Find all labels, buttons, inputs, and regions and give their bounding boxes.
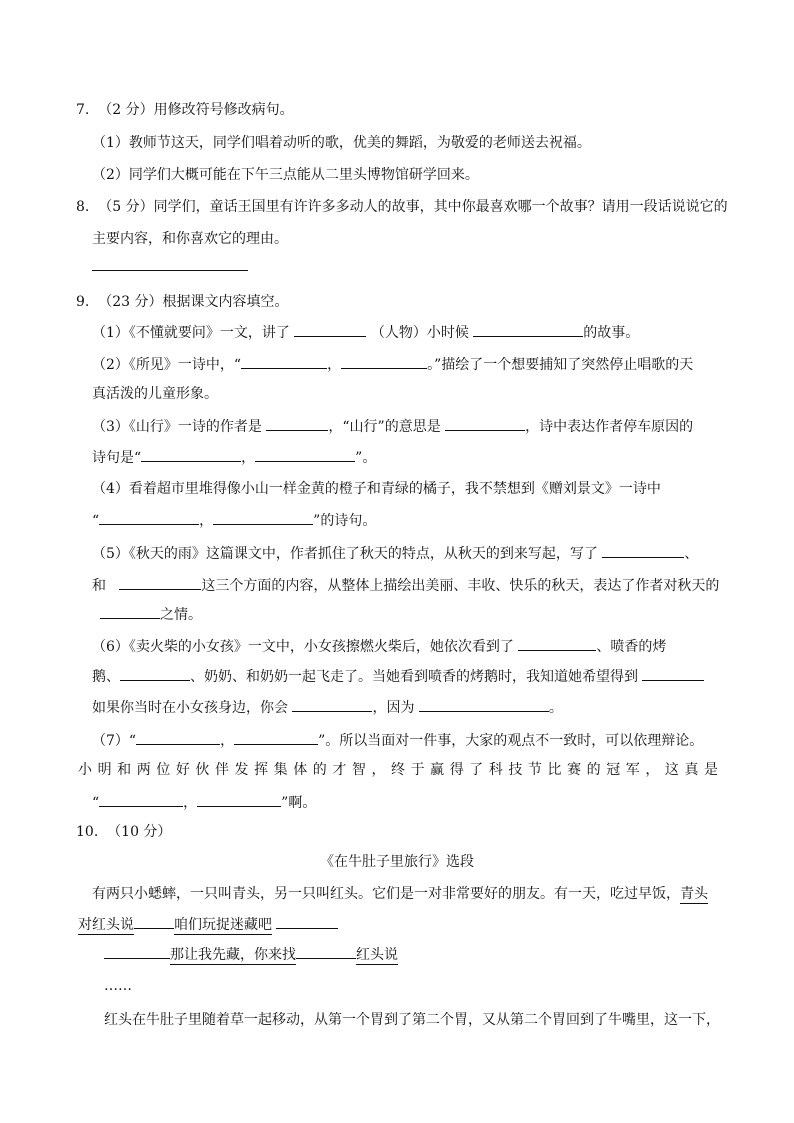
q9-item-6-line2: 鹅、 、奶奶、和奶奶一起飞走了。当她看到喷香的烤鹅时，我知道她希望得到 xyxy=(92,666,704,687)
q7-sentence-1: （1）教师节这天，同学们唱着动听的歌，优美的舞蹈，为敬爱的老师送去祝福。 xyxy=(92,135,591,151)
q9-7-line2-char: 节 xyxy=(527,762,542,778)
q9-7-line2-char: 好 xyxy=(175,762,190,778)
q9-7-line2-char: 比 xyxy=(547,762,562,778)
q9-item-4-line2: “ ， ”的诗句。 xyxy=(92,510,376,531)
q9-item-3-line2: 诗句是“ ， ”。 xyxy=(92,447,376,468)
q10-header xyxy=(76,822,171,842)
q9-5-blank-b[interactable] xyxy=(119,575,201,590)
q9-item-3: （3）《山行》一诗的作者是 ，“山行”的意思是 ，诗中表达作者停车原因的 xyxy=(92,416,693,437)
q8-answer-line[interactable] xyxy=(92,258,248,271)
q9-6-blank-a[interactable] xyxy=(518,636,596,651)
q9-7-line2-char: 赛 xyxy=(567,762,582,778)
q7-score: （2 分） xyxy=(98,102,154,118)
q10-punct-blank-1[interactable] xyxy=(134,914,174,929)
q9-number: 9. xyxy=(76,294,90,310)
q9-6-blank-c[interactable] xyxy=(642,666,704,681)
q9-7-line2-char: 挥 xyxy=(254,762,269,778)
q7-prompt: 用修改符号修改病句。 xyxy=(153,102,294,118)
q9-6-blank-d[interactable] xyxy=(292,697,372,712)
q9-7-line2-char: 了 xyxy=(469,762,484,778)
q7-number: 7. xyxy=(76,102,90,118)
q8-header xyxy=(76,197,728,217)
q10-underlined-qingtou: 青头 xyxy=(680,886,708,902)
q9-7-line2-char: 小 xyxy=(78,762,92,778)
q10-line3: 那让我先藏，你来找 红头说 xyxy=(104,944,398,965)
q9-3-blank-verse-a[interactable] xyxy=(141,447,241,462)
q9-6-blank-b[interactable] xyxy=(120,666,190,681)
q10-punct-blank-2[interactable] xyxy=(276,914,338,929)
q9-7-line2-char: 智 xyxy=(351,762,366,778)
q8-score: （5 分） xyxy=(98,199,154,215)
q9-2-blank-a[interactable] xyxy=(241,354,327,369)
q9-7-blank-a[interactable] xyxy=(136,730,220,745)
q9-7-line2-char: 位 xyxy=(156,762,171,778)
q9-7-line2-char: 的 xyxy=(586,762,601,778)
q9-7-line2-char: 明 xyxy=(97,762,112,778)
q8-prompt-line2: 主要内容，和你喜欢它的理由。 xyxy=(92,231,288,247)
q9-7-line2-char: 于 xyxy=(410,762,425,778)
q9-1-blank-person[interactable] xyxy=(294,322,366,337)
q9-5-blank-a[interactable] xyxy=(602,543,684,558)
q10-score: （10 分） xyxy=(107,824,172,840)
q9-7-blank-d[interactable] xyxy=(197,792,281,807)
q10-line2: 对红头说 咱们玩捉迷藏吧 xyxy=(78,914,338,935)
q10-para1: 有两只小蟋蟀，一只叫青头，另一只叫红头。它们是一对非常要好的朋友。有一天，吃过早饭，青头 xyxy=(92,886,708,902)
q7-header xyxy=(76,100,294,120)
q9-7-line2-char: 集 xyxy=(273,762,288,778)
q9-6-blank-e[interactable] xyxy=(419,697,549,712)
q9-item-4: （4）看着超市里堆得像小山一样金黄的橙子和青绿的橘子，我不禁想到《赠刘景文》一诗中 xyxy=(92,481,661,497)
q9-item-5-line3: 之情。 xyxy=(100,604,202,625)
q9-7-line2-char: 才 xyxy=(332,762,347,778)
q9-7-blank-b[interactable] xyxy=(234,730,318,745)
q9-7-line2-char: 冠 xyxy=(606,762,621,778)
q9-item-7-line3: “ ， ”啊。 xyxy=(92,792,316,813)
q9-7-line2-char: ， xyxy=(371,762,386,778)
q8-number: 8. xyxy=(76,199,90,215)
q9-item-5: （5）《秋天的雨》这篇课文中，作者抓住了秋天的特点，从秋天的到来写起，写了 、 xyxy=(92,543,698,564)
q10-punct-blank-4[interactable] xyxy=(296,944,356,959)
q9-7-line2-char: 伴 xyxy=(214,762,229,778)
q9-item-7-line2 xyxy=(78,760,718,780)
q9-2-blank-b[interactable] xyxy=(341,354,427,369)
q9-4-blank-a[interactable] xyxy=(99,510,199,525)
q9-3-blank-verse-b[interactable] xyxy=(255,447,355,462)
q9-item-2-line2: 真活泼的儿童形象。 xyxy=(92,386,218,402)
q9-7-blank-c[interactable] xyxy=(99,792,183,807)
q9-7-line2-char: 两 xyxy=(136,762,151,778)
q9-header xyxy=(76,292,289,312)
q10-punct-blank-3[interactable] xyxy=(104,944,170,959)
q9-7-line2-char: 是 xyxy=(704,762,718,778)
q9-1-blank-story[interactable] xyxy=(473,322,583,337)
q10-ellipsis: …… xyxy=(104,978,132,994)
q9-7-line2-char: 发 xyxy=(234,762,249,778)
q9-7-line2-char: 科 xyxy=(488,762,503,778)
q9-4-blank-b[interactable] xyxy=(213,510,313,525)
q9-item-6: （6）《卖火柴的小女孩》一文中，小女孩擦燃火柴后，她依次看到了 、喷香的烤 xyxy=(92,636,666,657)
q9-7-line2-char: ， xyxy=(645,762,660,778)
q9-5-blank-c[interactable] xyxy=(100,604,160,619)
q9-item-5-line2: 和 这三个方面的内容，从整体上描绘出美丽、丰收、快乐的秋天，表达了作者对秋天的 xyxy=(92,575,719,596)
q9-7-line2-char: 终 xyxy=(391,762,405,778)
q9-7-line2-char: 这 xyxy=(664,762,679,778)
q10-passage-title: 《在牛肚子里旅行》选段 xyxy=(320,854,474,870)
q9-7-line2-char: 的 xyxy=(312,762,327,778)
q7-sentence-2: （2）同学们大概可能在下午三点能从二里头博物馆研学回来。 xyxy=(92,167,479,183)
q10-para2: 红头在牛肚子里随着草一起移动，从第一个胃到了第二个胃，又从第二个胃回到了牛嘴里，这一下， xyxy=(104,1012,720,1028)
q9-score: （23 分） xyxy=(98,294,163,310)
q9-7-line2-char: 真 xyxy=(684,762,699,778)
q8-prompt-line1: 同学们，童话王国里有许许多多动人的故事，其中你最喜欢哪一个故事？请用一段话说说它的 xyxy=(153,199,728,215)
q9-7-line2-char: 伙 xyxy=(195,762,210,778)
q9-7-line2-char: 和 xyxy=(117,762,132,778)
q9-7-line2-char: 得 xyxy=(449,762,464,778)
q9-3-blank-author[interactable] xyxy=(266,416,328,431)
q9-7-line2-char: 技 xyxy=(508,762,523,778)
q9-item-1: （1）《不懂就要问》一文，讲了 （人物）小时候 的故事。 xyxy=(92,322,639,343)
q9-item-7: （7）“ ， ”。所以当面对一件事，大家的观点不一致时，可以依理辩论。 xyxy=(92,730,703,751)
q9-7-line2-char: 军 xyxy=(625,762,640,778)
q9-7-line2-char: 体 xyxy=(293,762,308,778)
q9-3-blank-meaning[interactable] xyxy=(445,416,525,431)
q9-item-6-line3: 如果你当时在小女孩身边，你会 ，因为 。 xyxy=(92,697,563,718)
q9-item-2: （2）《所见》一诗中，“ ， 。”描绘了一个想要捕知了突然停止唱歌的天 xyxy=(92,354,693,375)
q9-7-line2-char: 赢 xyxy=(430,762,445,778)
q9-prompt: 根据课文内容填空。 xyxy=(162,294,289,310)
q10-number: 10. xyxy=(76,824,99,840)
